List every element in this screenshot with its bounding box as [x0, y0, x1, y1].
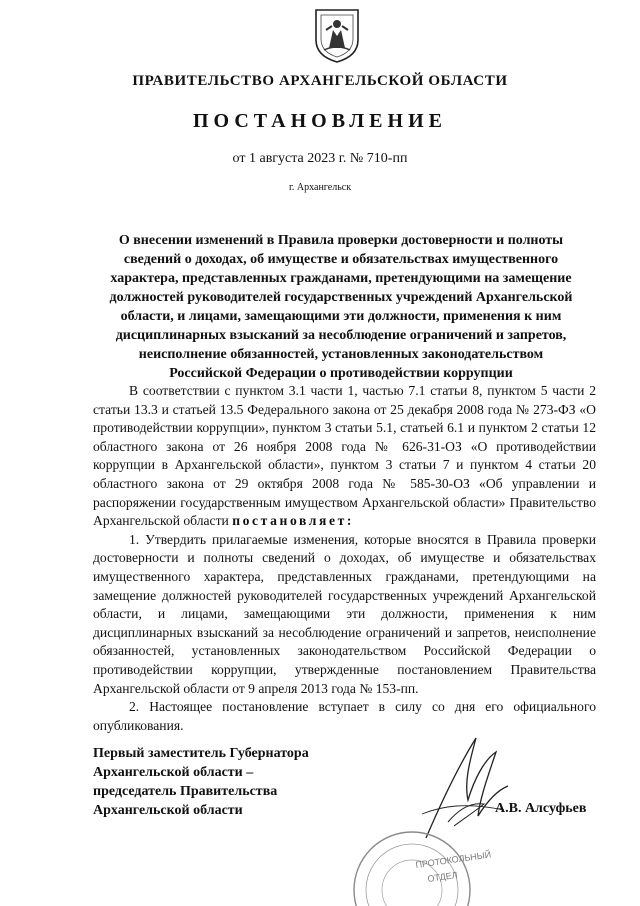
item-2-paragraph: 2. Настоящее постановление вступает в силу со дня его официального опубликования.: [93, 699, 596, 733]
title-line: О внесении изменений в Правила проверки достоверности и полноты: [118, 233, 564, 248]
item-1-paragraph: 1. Утвердить прилагаемые изменения, которые вносятся в Правила проверки достоверности и полноты сведений о доходах, об имуществе и обязательствах имущественного характера, представленных гражданами, претендующими на замещение должностей руководителей государственных учреждений Архангельской области, и лицами, замещающими эти должности, применения к ним дисциплинарных взысканий за несоблюдение ограничений и запретов, неисполнение обязанностей, установленных законодательством Российской Федерации о противодействии коррупции, утвержденные постановлением Правительства Архангельской области от 9 апреля 2013 года № 153-пп.: [93, 531, 596, 696]
resolves-word: постановляет:: [232, 513, 354, 529]
preamble-text: В соответствии с пунктом 3.1 части 1, частью 7.1 статьи 8, пунктом 5 части 2 статьи 13.3 и статьей 13.5 Федерального закона от 25 декабря 2008 года № 273-ФЗ «О противодействии коррупции», пунктом 3 статьи 5.1, статьей 6.1 и пунктом 2 статьи 12 областного закона от 26 ноября 2008 года № 626-31-ОЗ «О противодействии коррупции в Архангельской области», пунктом 3 статьи 7 и пунктом 4 статьи 20 областного закона от 29 октября 2008 года № 585-30-ОЗ «Об управлении и распоряжении государственным имуществом Архангельской области» Правительство Архангельской области: [93, 383, 596, 529]
title-line: области, и лицами, замещающими эти должности, применения к ним: [120, 309, 562, 324]
title-line: должностей руководителей государственных учреждений Архангельской: [109, 290, 573, 305]
official-stamp: [338, 814, 492, 906]
position-line: Первый заместитель Губернатора: [93, 746, 309, 761]
document-body: [93, 382, 596, 735]
title-line: неисполнение обязанностей, установленных законодательством: [138, 347, 544, 362]
signatory-name: А.В. Алсуфьев: [495, 801, 587, 816]
document-date-number: от 1 августа 2023 г. № 710-пп: [232, 151, 408, 166]
document-city: г. Архангельск: [288, 182, 352, 193]
stamp-text-line: ПРОТОКОЛЬНЫЙ: [414, 849, 492, 870]
title-line: Российской Федерации о противодействии коррупции: [169, 366, 513, 381]
coat-of-arms-emblem: [312, 6, 362, 64]
signatory-position: [93, 744, 309, 820]
document-type: ПОСТАНОВЛЕНИЕ: [193, 110, 447, 132]
stamp-text-line: ОТДЕЛ: [426, 869, 459, 884]
title-line: дисциплинарных взысканий за несоблюдение ограничений и запретов,: [115, 328, 567, 343]
preamble-paragraph: [93, 382, 596, 531]
position-line: Архангельской области –: [93, 765, 254, 780]
title-line: сведений о доходах, об имуществе и обязательствах имущественного: [123, 252, 559, 267]
position-line: Архангельской области: [93, 803, 243, 818]
title-line: характера, представленных гражданами, претендующими на замещение: [110, 271, 572, 286]
position-line: председатель Правительства: [93, 784, 278, 799]
government-name: ПРАВИТЕЛЬСТВО АРХАНГЕЛЬСКОЙ ОБЛАСТИ: [132, 73, 508, 89]
document-title: [88, 231, 594, 383]
